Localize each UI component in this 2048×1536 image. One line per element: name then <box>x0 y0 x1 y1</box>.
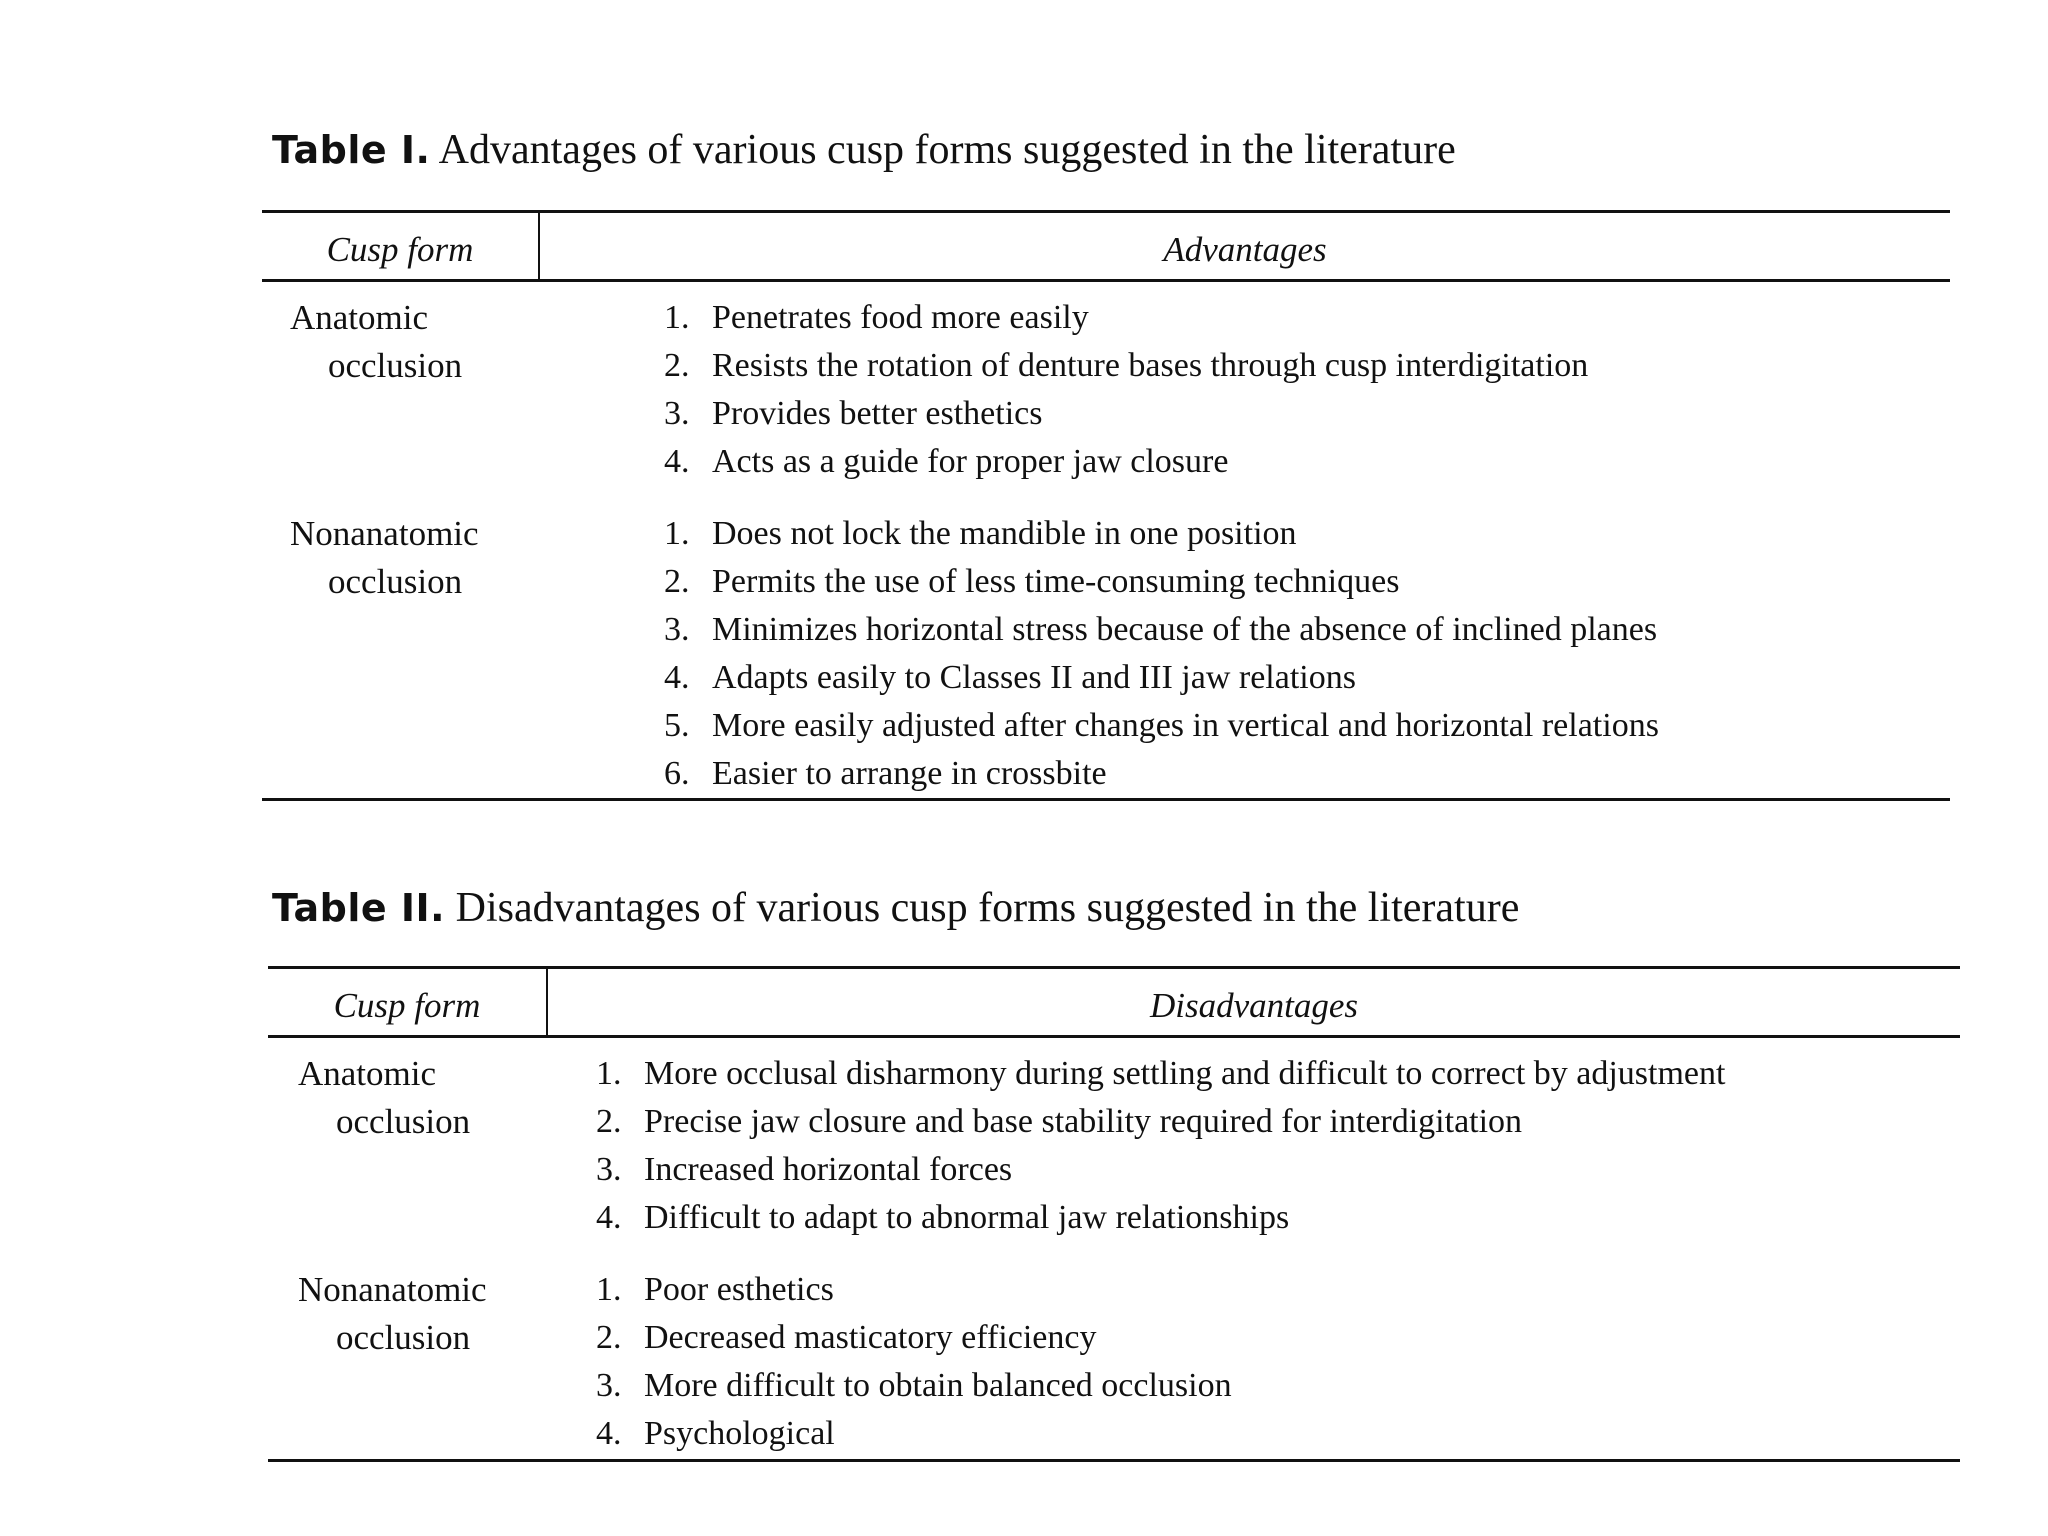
item-number: 3. <box>664 395 690 432</box>
table-2-header-rule <box>268 1035 1960 1038</box>
table-2-anatomic-list <box>596 1050 1725 1242</box>
item-text: Increased horizontal forces <box>644 1151 1013 1188</box>
item-number: 2. <box>664 563 690 600</box>
item-text: Precise jaw closure and base stability required for interdigitation <box>644 1103 1523 1140</box>
item-text: Does not lock the mandible in one position <box>712 515 1297 552</box>
table-2-caption-label: Table II. <box>272 886 446 930</box>
item-text: Minimizes horizontal stress because of the absence of inclined planes <box>712 611 1658 648</box>
list-item <box>596 1266 1232 1314</box>
item-number: 1. <box>596 1055 622 1092</box>
list-item <box>664 390 1588 438</box>
table-1-header-rule <box>262 279 1950 282</box>
item-text: Easier to arrange in crossbite <box>712 755 1107 792</box>
list-item <box>596 1194 1725 1242</box>
table-1-header-cusp-form: Cusp form <box>326 230 474 269</box>
table-2-top-rule <box>268 966 1960 969</box>
item-text: Permits the use of less time-consuming techniques <box>712 563 1400 600</box>
table-1-anatomic-list <box>664 294 1588 486</box>
item-text: Provides better esthetics <box>712 395 1043 432</box>
item-number: 2. <box>664 347 690 384</box>
row-label-line1: Nonanatomic <box>298 1270 487 1309</box>
table-2-row-label-nonanatomic <box>298 1266 487 1362</box>
item-number: 1. <box>664 515 690 552</box>
table-1-row-label-anatomic <box>290 294 462 390</box>
item-number: 3. <box>596 1367 622 1404</box>
list-item <box>596 1146 1725 1194</box>
item-text: Difficult to adapt to abnormal jaw relationships <box>644 1199 1290 1236</box>
row-label-line2: occlusion <box>336 1318 471 1357</box>
item-number: 1. <box>596 1271 622 1308</box>
table-2-bottom-rule <box>268 1459 1960 1462</box>
table-2-header-cusp-form: Cusp form <box>333 986 481 1025</box>
item-number: 2. <box>596 1319 622 1356</box>
item-number: 4. <box>664 659 690 696</box>
list-item <box>664 606 1659 654</box>
item-text: More occlusal disharmony during settling and difficult to correct by adjustment <box>644 1055 1726 1092</box>
item-number: 2. <box>596 1103 622 1140</box>
list-item <box>664 342 1588 390</box>
item-text: Resists the rotation of denture bases through cusp interdigitation <box>712 347 1589 384</box>
table-1-caption-text: Advantages of various cusp forms suggested in the literature <box>438 127 1456 173</box>
list-item <box>664 438 1588 486</box>
table-1-header-advantages: Advantages <box>1163 230 1327 269</box>
list-item <box>596 1098 1725 1146</box>
item-text: Decreased masticatory efficiency <box>644 1319 1097 1356</box>
item-text: Acts as a guide for proper jaw closure <box>712 443 1229 480</box>
item-number: 1. <box>664 299 690 336</box>
table-1-caption <box>272 126 1456 174</box>
row-label-line1: Anatomic <box>298 1054 437 1093</box>
list-item <box>664 294 1588 342</box>
list-item <box>664 558 1659 606</box>
row-label-line1: Anatomic <box>290 298 429 337</box>
table-2-caption-text: Disadvantages of various cusp forms suggested in the literature <box>455 885 1520 931</box>
table-2-row-label-anatomic <box>298 1050 470 1146</box>
item-text: Psychological <box>644 1415 835 1452</box>
item-text: Penetrates food more easily <box>712 299 1089 336</box>
list-item <box>596 1410 1232 1458</box>
item-text: Poor esthetics <box>644 1271 834 1308</box>
table-1-nonanatomic-list <box>664 510 1659 798</box>
item-text: Adapts easily to Classes II and III jaw relations <box>712 659 1356 696</box>
list-item <box>664 654 1659 702</box>
item-number: 3. <box>664 611 690 648</box>
item-number: 4. <box>596 1415 622 1452</box>
item-number: 6. <box>664 755 690 792</box>
list-item <box>664 750 1659 798</box>
row-label-line2: occlusion <box>328 346 463 385</box>
item-number: 5. <box>664 707 690 744</box>
item-number: 4. <box>664 443 690 480</box>
item-number: 3. <box>596 1151 622 1188</box>
table-1-bottom-rule <box>262 798 1950 801</box>
list-item <box>596 1314 1232 1362</box>
list-item <box>664 702 1659 750</box>
row-label-line1: Nonanatomic <box>290 514 479 553</box>
item-text: More difficult to obtain balanced occlusion <box>644 1367 1232 1404</box>
table-2-caption <box>272 884 1519 932</box>
list-item <box>664 510 1659 558</box>
table-1-caption-label: Table I. <box>272 128 431 172</box>
row-label-line2: occlusion <box>328 562 463 601</box>
list-item <box>596 1362 1232 1410</box>
table-2-nonanatomic-list <box>596 1266 1232 1458</box>
list-item <box>596 1050 1725 1098</box>
item-number: 4. <box>596 1199 622 1236</box>
table-2-header-disadvantages: Disadvantages <box>1149 986 1359 1025</box>
table-1-row-label-nonanatomic <box>290 510 479 606</box>
table-1-top-rule <box>262 210 1950 213</box>
row-label-line2: occlusion <box>336 1102 471 1141</box>
item-text: More easily adjusted after changes in vertical and horizontal relations <box>712 707 1659 744</box>
